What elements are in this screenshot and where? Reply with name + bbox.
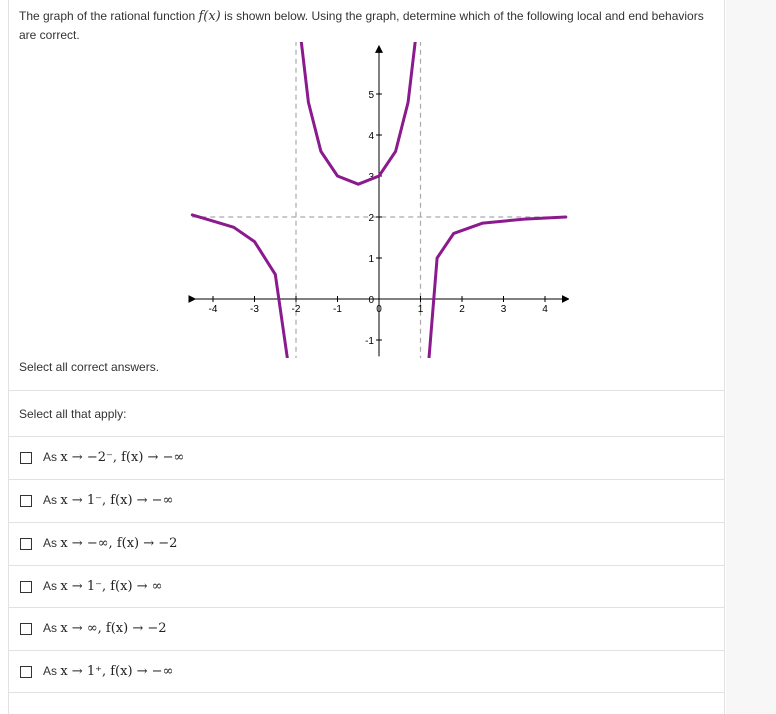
select-correct-instruction: Select all correct answers.: [19, 360, 160, 374]
answer-option[interactable]: [9, 479, 724, 521]
rational-function-graph: [177, 42, 569, 363]
x-tick-label: -2: [291, 304, 301, 315]
option-prefix: As: [43, 450, 61, 464]
y-tick-label: 5: [368, 90, 374, 101]
option-label: [43, 450, 184, 465]
option-math: x → 1⁻, f(x) → −∞: [60, 493, 174, 508]
question-text-start: The graph of the rational function: [19, 9, 199, 23]
option-prefix: As: [43, 536, 61, 550]
option-prefix: As: [43, 621, 61, 635]
x-tick-label: 4: [542, 304, 548, 315]
checkbox[interactable]: [20, 581, 32, 593]
page-margin: [726, 0, 776, 714]
checkbox[interactable]: [20, 452, 32, 464]
x-tick-label: -1: [333, 304, 342, 315]
x-tick-label: 3: [500, 304, 507, 315]
function-curve: [300, 42, 416, 184]
x-tick-label: -4: [208, 304, 218, 315]
question-text: [19, 7, 709, 44]
answer-option[interactable]: [9, 607, 724, 649]
checkbox[interactable]: [20, 495, 32, 507]
function-curve: [192, 215, 287, 358]
option-label: [43, 664, 173, 679]
option-label: [43, 579, 163, 594]
option-math: x → ∞, f(x) → −2: [60, 621, 167, 636]
option-label: [43, 536, 177, 551]
x-tick-label: -3: [250, 304, 259, 315]
option-math: x → 1⁻, f(x) → ∞: [60, 579, 163, 594]
y-tick-label: 0: [368, 295, 374, 306]
function-name: f(x): [198, 9, 221, 24]
select-apply-instruction: Select all that apply:: [19, 407, 127, 421]
y-tick-label: 4: [368, 131, 374, 142]
graph-svg: [177, 42, 569, 358]
option-math: x → −2⁻, f(x) → −∞: [60, 450, 185, 465]
x-tick-label: 2: [459, 304, 465, 315]
checkbox[interactable]: [20, 538, 32, 550]
option-label: [43, 621, 167, 636]
answer-option[interactable]: [9, 436, 724, 478]
divider: [9, 692, 724, 693]
question-text-end: is shown below. Using the graph, determine which of the following local and end behaviors are correct.: [19, 9, 704, 42]
x-tick-label: 0: [376, 304, 382, 315]
question-card: [8, 0, 725, 714]
option-prefix: As: [43, 493, 61, 507]
answer-option[interactable]: [9, 565, 724, 607]
option-label: [43, 493, 173, 508]
y-tick-label: -1: [365, 336, 374, 347]
option-prefix: As: [43, 664, 61, 678]
answer-option[interactable]: [9, 650, 724, 692]
answer-option[interactable]: [9, 522, 724, 564]
x-tick-label: 1: [417, 304, 424, 315]
checkbox[interactable]: [20, 666, 32, 678]
y-tick-label: 1: [368, 254, 374, 265]
checkbox[interactable]: [20, 623, 32, 635]
option-math: x → 1⁺, f(x) → −∞: [60, 664, 174, 679]
y-tick-label: 3: [368, 172, 374, 183]
function-curve: [429, 217, 566, 358]
y-tick-label: 2: [368, 213, 374, 224]
option-math: x → −∞, f(x) → −2: [60, 536, 178, 551]
option-prefix: As: [43, 579, 61, 593]
divider: [9, 390, 724, 391]
